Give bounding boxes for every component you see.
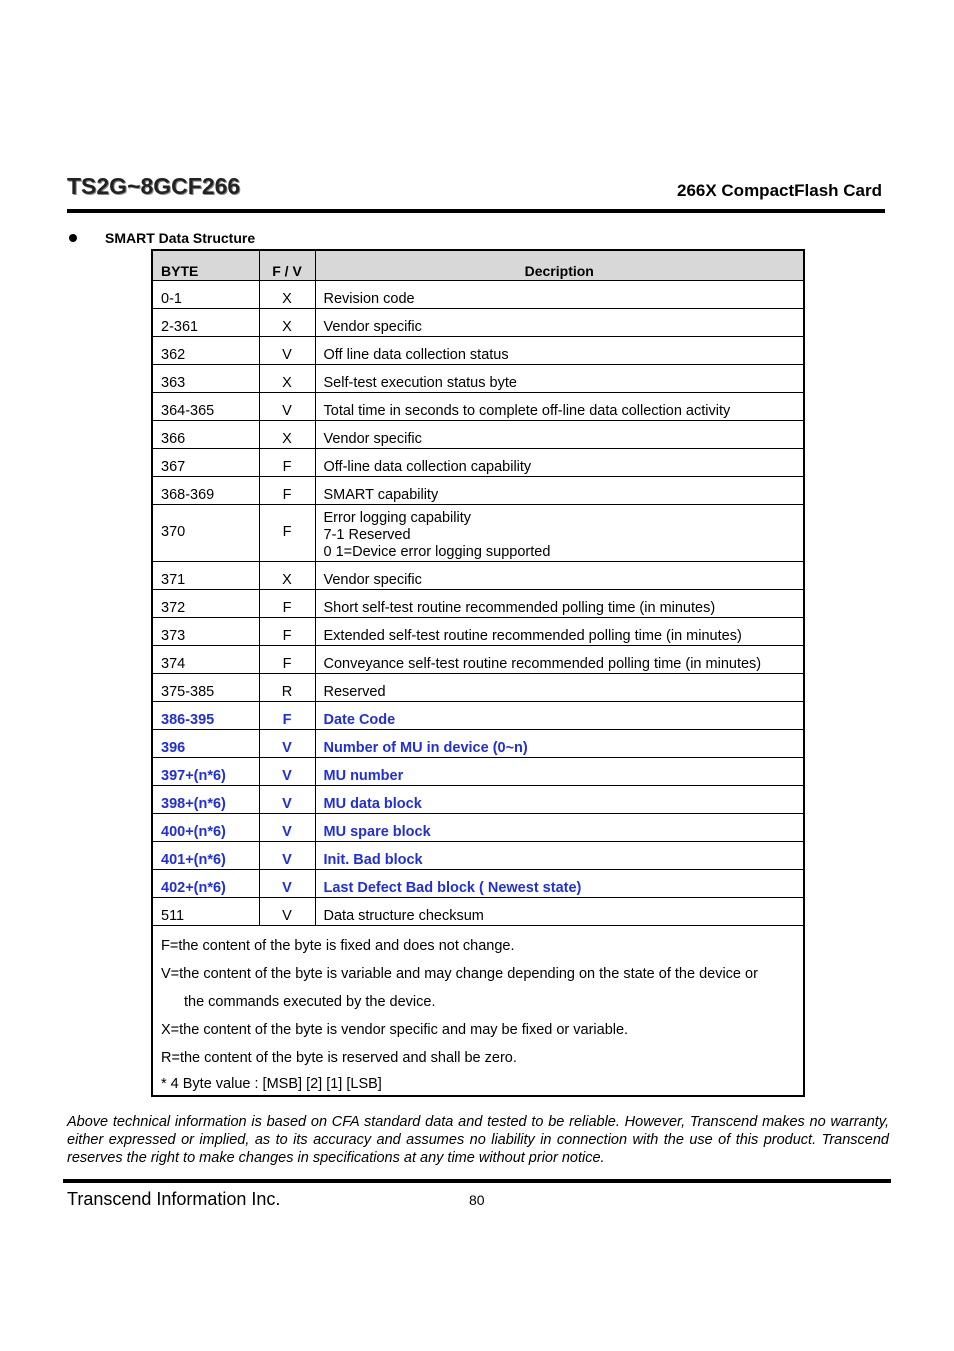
description-cell (315, 701, 804, 729)
column-header-byte: BYTE (152, 250, 259, 280)
fv-cell: V (259, 841, 315, 869)
description-cell (315, 757, 804, 785)
fv-cell: V (259, 757, 315, 785)
footer-company: Transcend Information Inc. (67, 1189, 281, 1209)
description-cell (315, 673, 804, 701)
description-cell (315, 561, 804, 589)
description-line: MU data block (323, 795, 422, 812)
fv-cell: X (259, 364, 315, 392)
page-number: 80 (469, 1192, 485, 1208)
description-cell (315, 897, 804, 925)
description-cell (315, 448, 804, 476)
table-row (152, 589, 804, 617)
fv-cell: X (259, 420, 315, 448)
fv-cell: V (259, 897, 315, 925)
table-row (152, 757, 804, 785)
description-line: Total time in seconds to complete off-line data collection activity (323, 402, 731, 419)
byte-cell: 402+(n*6) (152, 869, 259, 897)
byte-cell: 371 (152, 561, 259, 589)
byte-cell: 401+(n*6) (152, 841, 259, 869)
description-line: Number of MU in device (0~n) (323, 739, 528, 756)
byte-cell: 370 (152, 504, 259, 561)
table-row (152, 785, 804, 813)
byte-cell: 372 (152, 589, 259, 617)
table-row (152, 476, 804, 504)
table-row (152, 701, 804, 729)
description-line: Vendor specific (323, 318, 422, 335)
description-line: Vendor specific (323, 430, 422, 447)
description-cell (315, 729, 804, 757)
byte-cell: 2-361 (152, 308, 259, 336)
note-line: F=the content of the byte is fixed and does not change. (161, 937, 515, 954)
fv-cell: V (259, 785, 315, 813)
description-line: Off line data collection status (323, 346, 509, 363)
section-heading (67, 230, 255, 246)
description-line: 7-1 Reserved (323, 526, 411, 543)
note-line: V=the content of the byte is variable and may change depending on the state of the device or (161, 965, 758, 982)
description-cell (315, 645, 804, 673)
description-cell (315, 813, 804, 841)
description-line: Conveyance self-test routine recommended polling time (in minutes) (323, 655, 762, 672)
byte-cell: 397+(n*6) (152, 757, 259, 785)
fv-cell: X (259, 308, 315, 336)
description-cell (315, 336, 804, 364)
description-line: Date Code (323, 711, 396, 728)
header-rule (67, 209, 885, 213)
description-cell (315, 617, 804, 645)
document-subtitle: 266X CompactFlash Card (676, 181, 882, 200)
table-row (152, 897, 804, 925)
byte-cell: 396 (152, 729, 259, 757)
table-row (152, 617, 804, 645)
table-row (152, 673, 804, 701)
fv-cell: F (259, 617, 315, 645)
table-row (152, 645, 804, 673)
description-line: Vendor specific (323, 571, 422, 588)
byte-cell: 386-395 (152, 701, 259, 729)
fv-cell: V (259, 392, 315, 420)
byte-cell: 511 (152, 897, 259, 925)
description-line: Off-line data collection capability (323, 458, 532, 475)
byte-cell: 362 (152, 336, 259, 364)
description-line: SMART capability (323, 486, 439, 503)
table-row (152, 280, 804, 308)
description-cell (315, 392, 804, 420)
byte-cell: 368-369 (152, 476, 259, 504)
description-cell (315, 589, 804, 617)
description-line: 0 1=Device error logging supported (323, 543, 551, 560)
document-title: TS2G~8GCF266 (67, 173, 241, 199)
table-row (152, 364, 804, 392)
note-line: the commands executed by the device. (184, 993, 436, 1010)
byte-cell: 363 (152, 364, 259, 392)
description-cell (315, 476, 804, 504)
byte-cell: 364-365 (152, 392, 259, 420)
fv-cell: V (259, 336, 315, 364)
description-cell (315, 504, 804, 561)
notes-cell (152, 925, 804, 1096)
fv-cell: F (259, 645, 315, 673)
column-header-fv: F / V (259, 250, 315, 280)
footer-rule (63, 1179, 891, 1183)
table-header-row (152, 250, 804, 280)
column-header-description: Decription (315, 250, 804, 280)
table-row (152, 504, 804, 561)
description-cell (315, 364, 804, 392)
description-line: Data structure checksum (323, 907, 484, 924)
table-row (152, 729, 804, 757)
table-row (152, 420, 804, 448)
description-line: Short self-test routine recommended polling time (in minutes) (323, 599, 716, 616)
byte-cell: 374 (152, 645, 259, 673)
fv-cell: F (259, 476, 315, 504)
byte-cell: 398+(n*6) (152, 785, 259, 813)
description-line: MU number (323, 767, 404, 784)
description-line: Revision code (323, 290, 415, 307)
bullet-icon (69, 234, 77, 242)
fv-cell: X (259, 561, 315, 589)
description-cell (315, 420, 804, 448)
description-cell (315, 785, 804, 813)
byte-cell: 375-385 (152, 673, 259, 701)
fv-cell: R (259, 673, 315, 701)
note-line: R=the content of the byte is reserved and shall be zero. (161, 1049, 517, 1066)
fv-cell: V (259, 869, 315, 897)
description-line: Extended self-test routine recommended polling time (in minutes) (323, 627, 742, 644)
description-cell (315, 841, 804, 869)
table-row (152, 869, 804, 897)
byte-cell: 366 (152, 420, 259, 448)
byte-cell: 400+(n*6) (152, 813, 259, 841)
byte-cell: 367 (152, 448, 259, 476)
fv-cell: F (259, 504, 315, 561)
description-line: Error logging capability (323, 509, 471, 526)
table-body (152, 280, 804, 925)
description-line: Self-test execution status byte (323, 374, 517, 391)
notes-row (152, 925, 804, 1096)
description-line: Last Defect Bad block ( Newest state) (323, 879, 582, 896)
byte-cell: 373 (152, 617, 259, 645)
table-row (152, 561, 804, 589)
byte-cell: 0-1 (152, 280, 259, 308)
description-line: Init. Bad block (323, 851, 423, 868)
table-row (152, 336, 804, 364)
description-cell (315, 869, 804, 897)
disclaimer-text: Above technical information is based on CFA standard data and tested to be reliable. However, Transcend makes no warranty, either expressed or implied, as to its accuracy and assumes no liability in connection with the use of this product. Transcend reserves the right to make changes in specifications at any time without prior notice. (67, 1114, 889, 1166)
table-row (152, 841, 804, 869)
section-title: SMART Data Structure (105, 230, 256, 246)
description-cell (315, 308, 804, 336)
description-line: Reserved (323, 683, 386, 700)
fv-cell: F (259, 701, 315, 729)
smart-data-table (151, 249, 805, 1097)
fv-cell: V (259, 813, 315, 841)
description-cell (315, 280, 804, 308)
fv-cell: X (259, 280, 315, 308)
note-line: X=the content of the byte is vendor specific and may be fixed or variable. (161, 1021, 629, 1038)
fv-cell: F (259, 448, 315, 476)
note-line: * 4 Byte value : [MSB] [2] [1] [LSB] (161, 1075, 382, 1092)
table-row (152, 448, 804, 476)
fv-cell: V (259, 729, 315, 757)
table-row (152, 813, 804, 841)
description-line: MU spare block (323, 823, 431, 840)
table-row (152, 308, 804, 336)
table-row (152, 392, 804, 420)
fv-cell: F (259, 589, 315, 617)
